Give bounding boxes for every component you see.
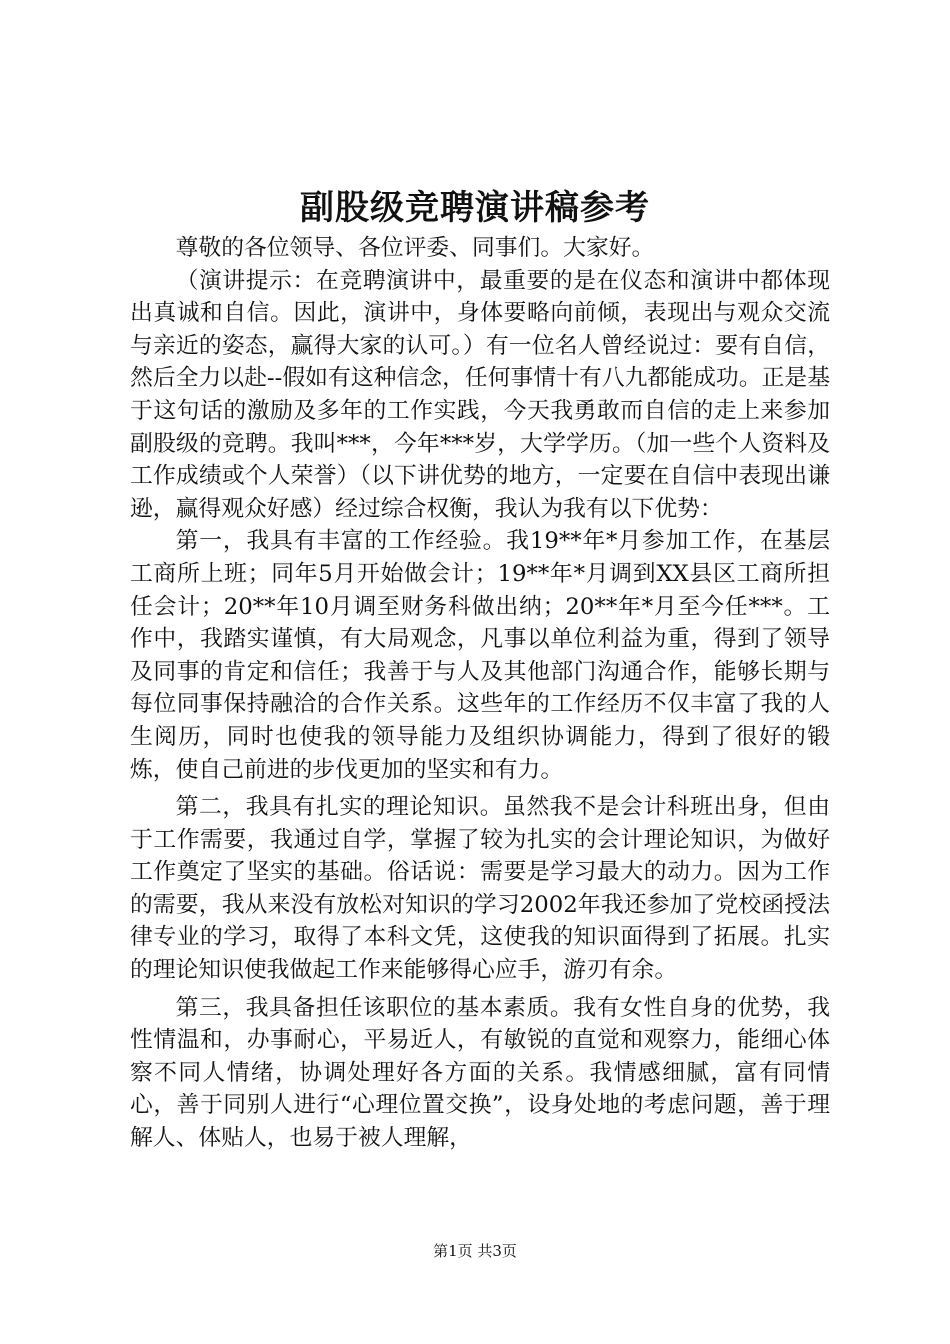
page-footer: 第1页 共3页 [433,1242,517,1260]
document-body [130,232,830,1155]
paragraph-point-one: 第一，我具有丰富的工作经验。我19**年*月参加工作，在基层工商所上班；同年5月开始做会计；19**年*月调到XX县区工商所担任会计；20**年10月调至财务科做出纳；20**年*月至今任***。工作中，我踏实谨慎，有大局观念，凡事以单位利益为重，得到了领导及同事的肯定和信任；我善于与人及其他部门沟通合作，能够长期与每位同事保持融洽的合作关系。这些年的工作经历不仅丰富了我的人生阅历，同时也使我的领导能力及组织协调能力，得到了很好的锻炼，使自己前进的步伐更加的坚实和有力。 [130,528,830,783]
paragraph-point-two: 第二，我具有扎实的理论知识。虽然我不是会计科班出身，但由于工作需要，我通过自学，掌握了较为扎实的会计理论知识，为做好工作奠定了坚实的基础。俗话说：需要是学习最大的动力。因为工作的需要，我从来没有放松对知识的学习2002年我还参加了党校函授法律专业的学习，取得了本科文凭，这使我的知识面得到了拓展。扎实的理论知识使我做起工作来能够得心应手，游刃有余。 [130,794,830,984]
paragraph-greeting: 尊敬的各位领导、各位评委、同事们。大家好。 [175,235,655,261]
paragraph-intro: （演讲提示：在竞聘演讲中，最重要的是在仪态和演讲中都体现出真诚和自信。因此，演讲中，身体要略向前倾，表现出与观众交流与亲近的姿态，赢得大家的认可。）有一位名人曾经说过：要有自信，然后全力以赴--假如有这种信念，任何事情十有八九都能成功。正是基于这句话的激励及多年的工作实践，今天我勇敢而自信的走上来参加副股级的竞聘。我叫***，今年***岁，大学学历。（加一些个人资料及工作成绩或个人荣誉）（以下讲优势的地方，一定要在自信中表现出谦逊，赢得观众好感）经过综合权衡，我认为我有以下优势： [130,267,830,522]
paragraph-point-three: 第三，我具备担任该职位的基本素质。我有女性自身的优势，我性情温和，办事耐心，平易近人，有敏锐的直觉和观察力，能细心体察不同人情绪，协调处理好各方面的关系。我情感细腻，富有同情心，善于同别人进行“心理位置交换”，设身处地的考虑问题，善于理解人、体贴人，也易于被人理解， [130,994,830,1152]
document-title: 副股级竞聘演讲稿参考 [300,188,650,228]
